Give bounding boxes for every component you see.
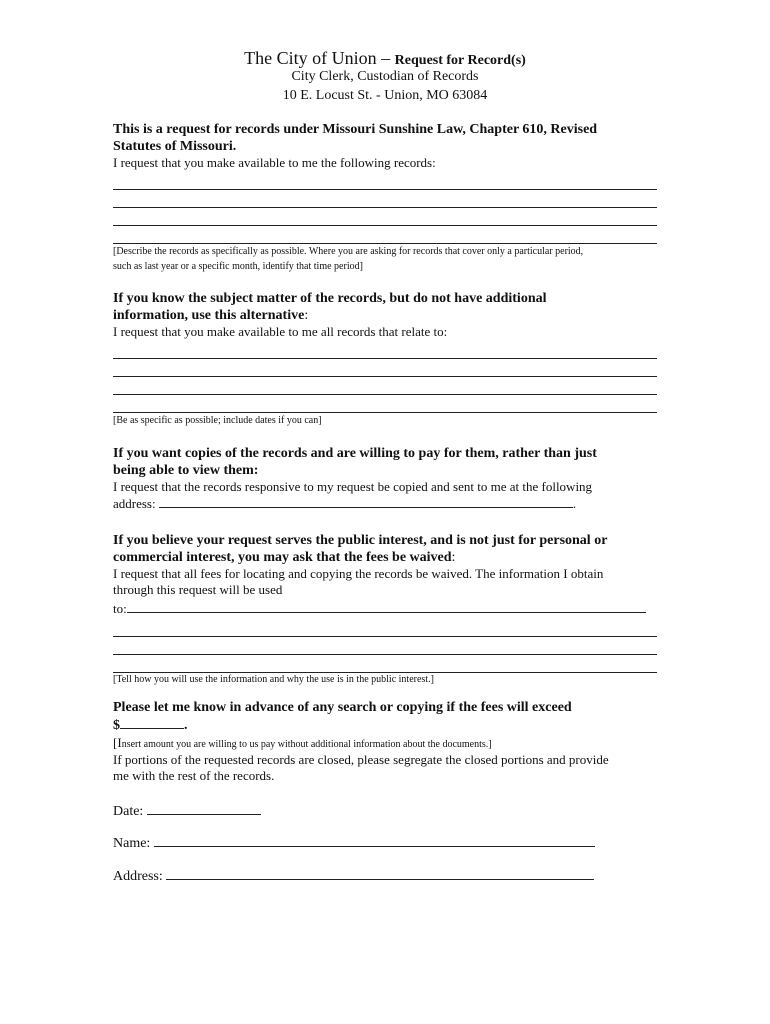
signature-address-label: Address: [113,869,163,884]
subject-line-2[interactable] [113,376,657,377]
section5-text-line1: If portions of the requested records are closed, please segregate the closed portions and provide [113,752,609,767]
section4-heading-colon: : [451,550,456,565]
use-field[interactable] [127,600,646,613]
section1-note-line2: such as last year or a specific month, identify that time period] [113,261,363,272]
section2-heading-text: information, use this alternative [113,308,305,323]
section3-text-line1: I request that the records responsive to my request be copied and sent to me at the following [113,479,593,494]
section1-note-line1: [Describe the records as specifically as possible. Where you are asking for records that cover only a particular period, [113,246,584,257]
section1-heading-line2: Statutes of Missouri. [113,139,237,154]
records-line-1[interactable] [113,189,657,190]
date-row [113,802,658,820]
section4-note-text: [Tell how you will use the information and why the use is in the public interest.] [113,674,434,685]
date-field[interactable] [147,802,261,815]
section-fee-limit [113,699,658,784]
clerk-address: 10 E. Locust St. - Union, MO 63084 [282,88,488,103]
use-line-2[interactable] [113,636,657,637]
note-first-letter: I [117,735,122,750]
name-label: Name: [113,836,151,851]
section5-heading-line1: Please let me know in advance of any search or copying if the fees will exceed [113,700,572,715]
mailing-address-field[interactable] [159,495,573,508]
section2-heading-line2 [113,307,658,324]
section1-heading-line1: This is a request for records under Missouri Sunshine Law, Chapter 610, Revised [113,122,598,137]
section1-note [113,244,658,274]
section5-text-line2: me with the rest of the records. [113,768,275,783]
address-sign-row [113,867,658,885]
name-row [113,834,658,852]
section2-note-text: [Be as specific as possible; include dates if you can] [113,415,322,426]
section-subject-matter [113,290,658,340]
city-name: The City of Union [244,48,377,68]
section2-note [113,413,658,428]
section4-text-line2: through this request will be used [113,582,283,597]
section4-text-line1: I request that all fees for locating and copying the records be waived. The information I obtain [113,566,604,581]
note-bracket: [ [113,735,118,750]
title-dash: – [376,48,395,68]
section5-note [113,735,658,752]
subject-line-3[interactable] [113,394,657,395]
section4-heading-text: commercial interest, you may ask that the fees be waived [113,550,452,565]
section2-heading-line1: If you know the subject matter of the records, but do not have additional [113,291,547,306]
use-line-3[interactable] [113,654,657,655]
section1-text: I request that you make available to me the following records: [113,155,436,170]
section2-text: I request that you make available to me all records that relate to: [113,324,448,339]
to-row [113,600,658,617]
fee-amount-row [113,716,658,734]
address-period: . [572,496,577,511]
address-label: address: [113,496,156,511]
date-label: Date: [113,804,144,819]
section4-note [113,672,658,687]
section3-heading-line1: If you want copies of the records and are willing to pay for them, rather than just [113,446,597,461]
section2-heading-colon: : [304,308,309,323]
address-row [113,495,658,512]
section4-heading-line1: If you believe your request serves the public interest, and is not just for personal or [113,533,608,548]
section4-heading-line2 [113,549,658,566]
signature-address-field[interactable] [166,867,594,880]
note-rest: nsert amount you are willing to us pay without additional information about the documents.] [121,739,492,750]
subject-line-1[interactable] [113,358,657,359]
section3-heading-line2: being able to view them: [113,463,259,478]
section-sunshine-law [113,121,658,171]
to-label: to: [113,601,127,616]
clerk-line: City Clerk, Custodian of Records [291,69,479,84]
name-field[interactable] [154,834,595,847]
fee-amount-field[interactable] [120,716,184,729]
section-fee-waiver [113,532,658,617]
records-line-3[interactable] [113,225,657,226]
records-line-2[interactable] [113,207,657,208]
dollar-sign: $ [113,718,120,733]
section-copies [113,445,658,512]
fee-period: . [184,718,188,733]
request-title: Request for Record(s) [394,53,526,68]
